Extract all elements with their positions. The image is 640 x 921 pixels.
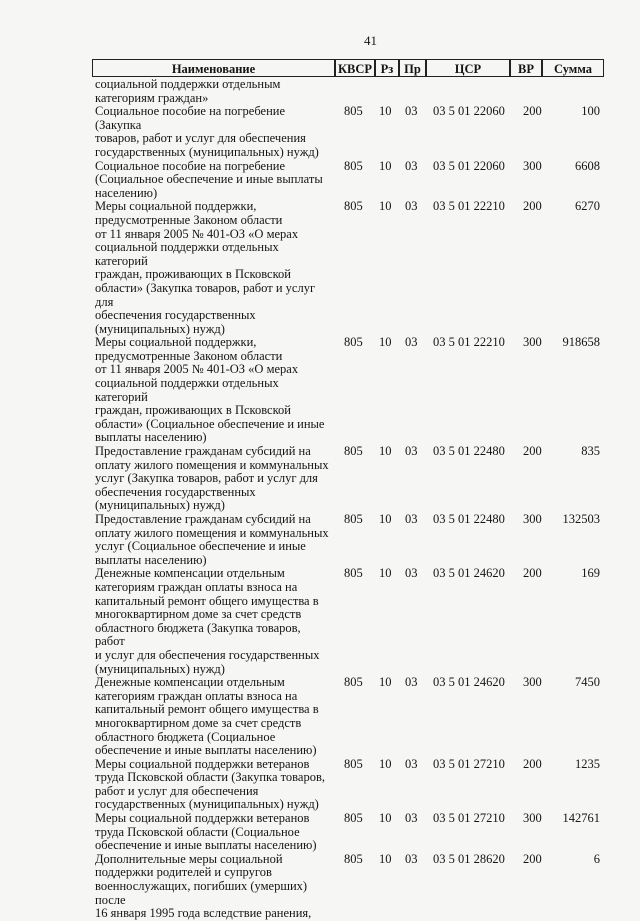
cell-sum: 7450 <box>575 675 600 690</box>
name-line: Меры социальной поддержки, <box>95 335 257 350</box>
cell-vr: 200 <box>523 756 542 771</box>
cell-sum: 1235 <box>575 756 600 771</box>
cell-sum: 6 <box>593 851 600 866</box>
name-line: (Социальное обеспечение и иные выплаты <box>95 172 323 187</box>
cell-vr: 300 <box>523 335 542 350</box>
cell-pr: 03 <box>405 851 418 866</box>
table-row <box>95 160 610 201</box>
cell-rz: 10 <box>379 335 392 350</box>
cell-vr: 300 <box>523 811 542 826</box>
name-line: от 11 января 2005 № 401-ОЗ «О мерах <box>95 226 299 241</box>
name-line: социальной поддержки отдельных категорий <box>95 240 279 268</box>
table-row <box>95 105 610 159</box>
cell-sum: 835 <box>581 444 600 459</box>
row-name <box>95 200 333 336</box>
cell-pr: 03 <box>405 756 418 771</box>
name-line: оплату жилого помещения и коммунальных <box>95 457 329 472</box>
name-line: обеспечение и иные выплаты населению) <box>95 838 317 853</box>
name-line: социальной поддержки отдельных категорий <box>95 376 279 404</box>
name-line: государственных (муниципальных) нужд) <box>95 144 319 159</box>
budget-table-body <box>95 78 610 921</box>
row-name <box>95 567 333 676</box>
name-line: Меры социальной поддержки ветеранов <box>95 811 310 826</box>
name-line: предусмотренные Законом области <box>95 348 283 363</box>
name-line: от 11 января 2005 № 401-ОЗ «О мерах <box>95 362 299 377</box>
name-line: граждан, проживающих в Псковской <box>95 267 291 282</box>
cell-kvsr: 805 <box>344 512 363 526</box>
name-line: предусмотренные Законом области <box>95 212 283 227</box>
name-line: многоквартирном доме за счет средств <box>95 715 302 730</box>
cell-kvsr: 805 <box>344 158 363 173</box>
cell-kvsr: 805 <box>344 756 363 771</box>
cell-csr: 03 5 01 24620 <box>433 675 505 690</box>
cell-vr: 200 <box>523 566 542 581</box>
name-line: социальной поддержки отдельным <box>95 77 281 91</box>
cell-sum: 142761 <box>562 811 600 826</box>
name-line: областного бюджета (Закупка товаров, работ <box>95 620 301 649</box>
header-rz: Рз <box>375 59 399 77</box>
name-line: граждан, проживающих в Псковской <box>95 403 291 418</box>
cell-vr: 200 <box>523 104 542 119</box>
name-line: многоквартирном доме за счет средств <box>95 607 302 622</box>
cell-csr: 03 5 01 22210 <box>433 199 505 214</box>
cell-pr: 03 <box>405 199 418 214</box>
cell-sum: 132503 <box>562 512 600 526</box>
name-line: оплату жилого помещения и коммунальных <box>95 525 329 540</box>
name-line: области» (Социальное обеспечение и иные <box>95 416 325 431</box>
cell-csr: 03 5 01 27210 <box>433 811 505 826</box>
header-name: Наименование <box>92 59 335 77</box>
cell-csr: 03 5 01 24620 <box>433 566 505 581</box>
name-line: обеспечение и иные выплаты населению) <box>95 743 317 758</box>
name-line: капитальный ремонт общего имущества в <box>95 702 319 717</box>
table-row <box>95 445 610 513</box>
table-row <box>95 567 610 676</box>
header-kvsr: КВСР <box>335 59 375 77</box>
name-line: военнослужащих, погибших (умерших) после <box>95 879 308 907</box>
name-line: услуг (Закупка товаров, работ и услуг для <box>95 471 318 486</box>
name-line: категориям граждан оплаты взноса на <box>95 579 298 594</box>
name-line: областного бюджета (Социальное <box>95 729 276 744</box>
cell-rz: 10 <box>379 675 392 690</box>
header-csr: ЦСР <box>426 59 510 77</box>
cell-vr: 300 <box>523 158 542 173</box>
name-line: поддержки родителей и супругов <box>95 865 272 880</box>
name-line: работ и услуг для обеспечения <box>95 783 259 798</box>
name-line: обеспечения государственных <box>95 484 256 499</box>
table-row <box>95 758 610 812</box>
cell-csr: 03 5 01 22210 <box>433 335 505 350</box>
cell-kvsr: 805 <box>344 851 363 866</box>
name-line: труда Псковской области (Закупка товаров, <box>95 770 325 785</box>
name-line: Денежные компенсации отдельным <box>95 566 285 581</box>
cell-vr: 200 <box>523 851 542 866</box>
name-line: области» (Закупка товаров, работ и услуг для <box>95 280 316 309</box>
table-row <box>95 812 610 853</box>
header-sum: Сумма <box>542 59 604 77</box>
cell-rz: 10 <box>379 199 392 214</box>
table-row <box>95 200 610 336</box>
row-name <box>95 336 333 445</box>
name-line: категориям граждан оплаты взноса на <box>95 688 298 703</box>
cell-sum: 918658 <box>562 335 600 350</box>
cell-sum: 6608 <box>575 158 600 173</box>
name-line: капитальный ремонт общего имущества в <box>95 593 319 608</box>
cell-vr: 300 <box>523 512 542 526</box>
cell-rz: 10 <box>379 104 392 119</box>
cell-csr: 03 5 01 22060 <box>433 104 505 119</box>
name-line: Меры социальной поддержки, <box>95 199 257 214</box>
name-line: Предоставление гражданам субсидий на <box>95 444 311 459</box>
name-line: государственных (муниципальных) нужд) <box>95 797 319 812</box>
cell-pr: 03 <box>405 104 418 119</box>
table-row <box>95 513 610 567</box>
cell-rz: 10 <box>379 158 392 173</box>
name-line: товаров, работ и услуг для обеспечения <box>95 131 306 146</box>
cell-vr: 300 <box>523 675 542 690</box>
cell-vr: 200 <box>523 199 542 214</box>
cell-csr: 03 5 01 22480 <box>433 512 505 526</box>
cell-sum: 100 <box>581 104 600 119</box>
name-line: 16 января 1995 года вследствие ранения, <box>95 906 312 921</box>
name-line: (муниципальных) нужд) <box>95 498 225 513</box>
cell-rz: 10 <box>379 851 392 866</box>
cell-sum: 169 <box>581 566 600 581</box>
cell-kvsr: 805 <box>344 335 363 350</box>
cell-sum: 6270 <box>575 199 600 214</box>
name-line: труда Псковской области (Социальное <box>95 824 300 839</box>
name-line: и услуг для обеспечения государственных <box>95 647 320 662</box>
name-line: выплаты населению) <box>95 552 207 567</box>
name-line: Социальное пособие на погребение <box>95 158 285 173</box>
name-line: Социальное пособие на погребение (Закупка <box>95 104 285 132</box>
cell-csr: 03 5 01 28620 <box>433 851 505 866</box>
row-name <box>95 78 333 105</box>
table-row <box>95 676 610 758</box>
name-line: услуг (Социальное обеспечение и иные <box>95 539 306 554</box>
name-line: населению) <box>95 185 158 200</box>
cell-csr: 03 5 01 22060 <box>433 158 505 173</box>
page-number: 41 <box>364 33 377 48</box>
cell-rz: 10 <box>379 444 392 459</box>
table-row <box>95 853 610 921</box>
header-pr: Пр <box>399 59 426 77</box>
cell-rz: 10 <box>379 811 392 826</box>
cell-kvsr: 805 <box>344 566 363 581</box>
name-line: категориям граждан» <box>95 90 209 105</box>
cell-pr: 03 <box>405 675 418 690</box>
cell-pr: 03 <box>405 335 418 350</box>
cell-csr: 03 5 01 27210 <box>433 756 505 771</box>
name-line: Денежные компенсации отдельным <box>95 675 285 690</box>
header-vr: ВР <box>510 59 542 77</box>
name-line: выплаты населению) <box>95 430 207 445</box>
cell-kvsr: 805 <box>344 199 363 214</box>
name-line: Дополнительные меры социальной <box>95 851 283 866</box>
name-line: Меры социальной поддержки ветеранов <box>95 756 310 771</box>
cell-kvsr: 805 <box>344 444 363 459</box>
cell-rz: 10 <box>379 566 392 581</box>
cell-pr: 03 <box>405 811 418 826</box>
cell-vr: 200 <box>523 444 542 459</box>
cell-rz: 10 <box>379 756 392 771</box>
cell-kvsr: 805 <box>344 811 363 826</box>
cell-pr: 03 <box>405 512 418 526</box>
continuation-row <box>95 78 610 105</box>
cell-kvsr: 805 <box>344 104 363 119</box>
cell-pr: 03 <box>405 566 418 581</box>
name-line: Предоставление гражданам субсидий на <box>95 512 311 526</box>
cell-pr: 03 <box>405 444 418 459</box>
name-line: (муниципальных) нужд) <box>95 321 225 336</box>
name-line: обеспечения государственных <box>95 308 256 323</box>
name-line: (муниципальных) нужд) <box>95 661 225 676</box>
cell-pr: 03 <box>405 158 418 173</box>
cell-kvsr: 805 <box>344 675 363 690</box>
cell-csr: 03 5 01 22480 <box>433 444 505 459</box>
cell-rz: 10 <box>379 512 392 526</box>
table-row <box>95 336 610 445</box>
